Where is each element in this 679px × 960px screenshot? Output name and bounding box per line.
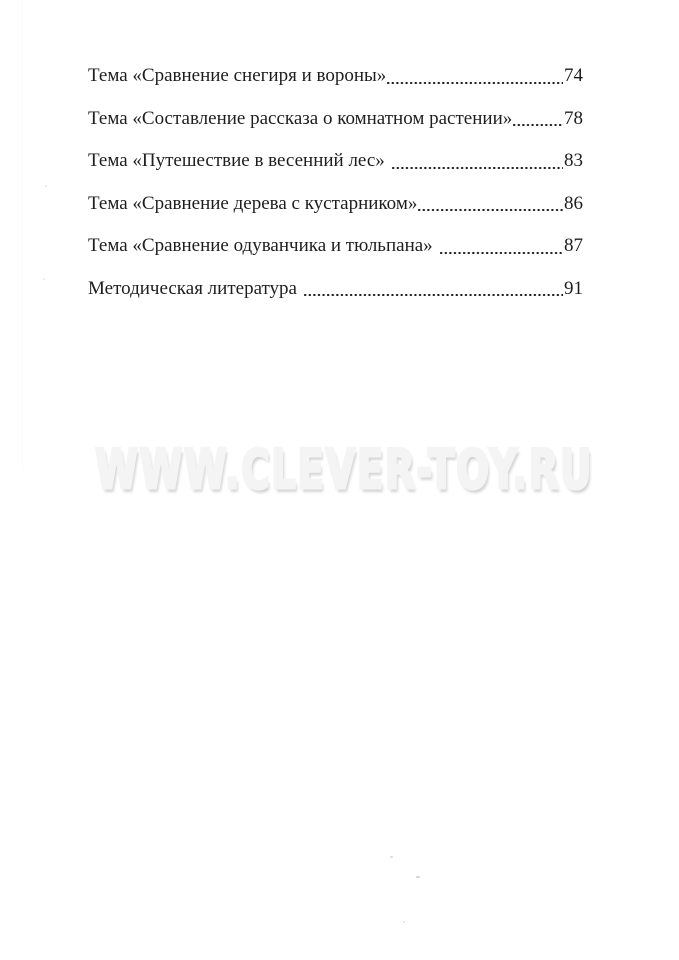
toc-entry [88, 140, 583, 183]
toc-entry-title: Методическая литература [88, 277, 297, 299]
scan-edge-artifact [22, 0, 23, 470]
toc-entry-page: 74 [564, 65, 583, 86]
scan-speck [390, 856, 393, 858]
toc-entry-page: 86 [564, 192, 583, 214]
toc-entry [88, 55, 583, 98]
toc-entry [88, 268, 583, 311]
toc-dot-leader [417, 183, 564, 226]
table-of-contents [88, 55, 583, 310]
scan-speck [403, 921, 405, 923]
toc-entry-page: 91 [564, 277, 583, 299]
toc-entry [88, 183, 583, 226]
scan-speck [416, 876, 420, 878]
toc-dot-leader [386, 55, 564, 98]
toc-entry-page: 87 [564, 235, 583, 256]
toc-entry-title: Тема «Сравнение одуванчика и тюльпана» [88, 235, 433, 256]
watermark-text: WWW.CLEVER-TOY.RU [95, 438, 593, 501]
scan-speck [45, 185, 47, 187]
scan-speck [43, 278, 45, 280]
toc-entry-page: 83 [564, 150, 583, 171]
toc-entry-title: Тема «Сравнение снегиря и вороны» [88, 65, 387, 86]
toc-entry [88, 98, 583, 141]
toc-entry-title: Тема «Сравнение дерева с кустарником» [88, 192, 418, 214]
toc-entry-title: Тема «Составление рассказа о комнатном растении» [88, 107, 513, 129]
toc-entry-page: 78 [564, 107, 583, 129]
toc-dot-leader [512, 98, 564, 141]
toc-dot-leader [391, 140, 564, 183]
toc-entry-title: Тема «Путешествие в весенний лес» [88, 150, 385, 171]
toc-dot-leader [439, 225, 564, 268]
toc-dot-leader [303, 268, 564, 311]
toc-entry [88, 225, 583, 268]
